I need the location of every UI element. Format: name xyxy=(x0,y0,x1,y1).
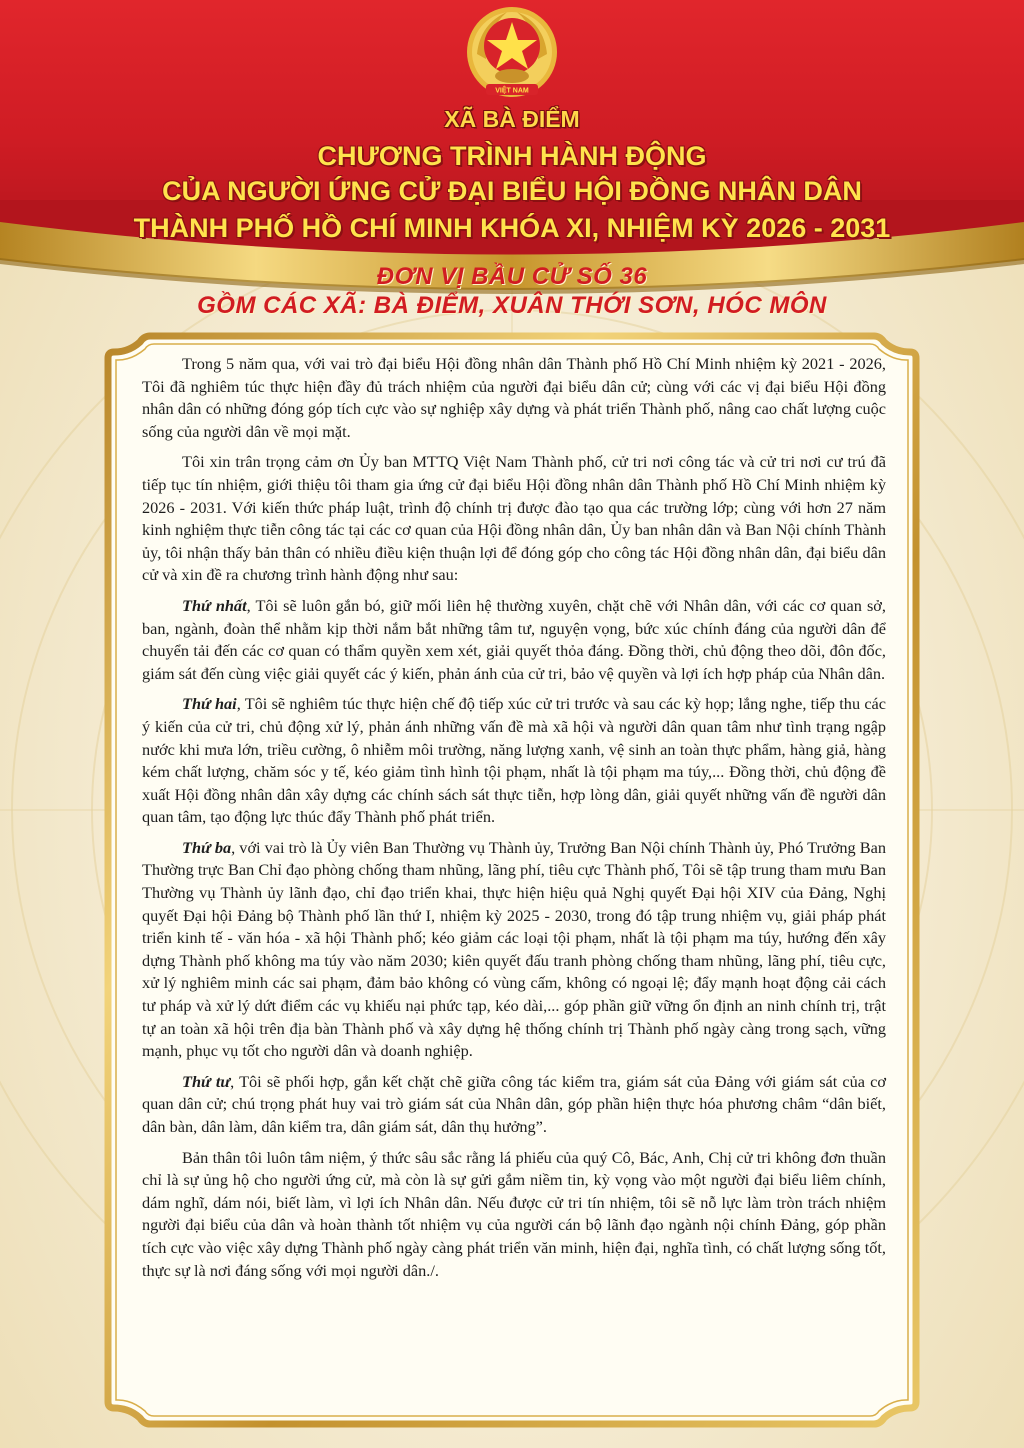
action-program-body xyxy=(142,353,886,1290)
electoral-unit-title: ĐƠN VỊ BẦU CỬ SỐ 36 xyxy=(376,263,648,290)
electoral-unit-communes: GỒM CÁC XÃ: BÀ ĐIỂM, XUÂN THỚI SƠN, HÓC MÔN xyxy=(197,292,827,319)
paragraph-thanks: Tôi xin trân trọng cảm ơn Ủy ban MTTQ Việt Nam Thành phố, cử tri nơi công tác và cử tri nơi cư trú đã tiếp tục tín nhiệm, giới thiệu tôi tham gia ứng cử đại biểu Hội đồng nhân dân Thành phố Hồ Chí Minh nhiệm kỳ 2026 - 2031. Với kiến thức pháp luật, trình độ chính trị được đào tạo qua các trường lớp; cùng với hơn 27 năm kinh nghiệm thực tiễn công tác tại các cơ quan của Hội đồng nhân dân, Ủy ban nhân dân và Ban Nội chính Thành ủy, tôi nhận thấy bản thân có nhiều điều kiện thuận lợi để đóng góp cho công tác Hội đồng nhân dân, đại biểu dân cử và xin đề ra chương trình hành động như sau: xyxy=(142,452,886,585)
paragraph-second: Thứ hai, Tôi sẽ nghiêm túc thực hiện chế độ tiếp xúc cử tri trước và sau các kỳ họp; lắng nghe, tiếp thu các ý kiến của cử tri, chủ động xử lý, phản ánh những vấn đề mà xã hội và người dân quan tâm như tình trạng ngập nước khi mưa lớn, triều cường, ô nhiễm môi trường, năng lượng xanh, vệ sinh an toàn thực phẩm, hàng giả, hàng kém chất lượng, chăm sóc y tế, kéo giảm tình hình tội phạm, nhất là tội phạm ma túy,... Đồng thời, chủ động đề xuất Hội đồng nhân dân xây dựng các chính sách sát thực tiễn, hợp lòng dân, giải quyết những vấn đề người dân quan tâm, tạo động lực thúc đẩy Thành phố phát triển. xyxy=(142,694,886,827)
paragraph-intro: Trong 5 năm qua, với vai trò đại biểu Hội đồng nhân dân Thành phố Hồ Chí Minh nhiệm kỳ 2021 - 2026, Tôi đã nghiêm túc thực hiện đầy đủ trách nhiệm của người đại biểu dân cử; cùng với các vị đại biểu Hội đồng nhân dân có những đóng góp tích cực vào sự nghiệp xây dựng và phát triển Thành phố, nâng cao chất lượng cuộc sống của người dân về mọi mặt. xyxy=(142,354,886,441)
title-line-1: CHƯƠNG TRÌNH HÀNH ĐỘNG xyxy=(317,141,707,171)
paragraph-fourth: Thứ tư, Tôi sẽ phối hợp, gắn kết chặt chẽ giữa công tác kiểm tra, giám sát của Đảng với giám sát của cơ quan dân cử; chú trọng phát huy vai trò giám sát của Nhân dân, góp phần hiện thực hóa phương châm “dân biết, dân bàn, dân làm, dân kiểm tra, dân giám sát, dân thụ hưởng”. xyxy=(142,1071,886,1136)
paragraph-third: Thứ ba, với vai trò là Ủy viên Ban Thường vụ Thành ủy, Trưởng Ban Nội chính Thành ủy, Phó Trưởng Ban Thường trực Ban Chỉ đạo phòng chống tham nhũng, lãng phí, tiêu cực Thành phố, Tôi sẽ tập trung tham mưu Ban Thường vụ Thành ủy lãnh đạo, chỉ đạo triển khai, thực hiện hiệu quả Nghị quyết Đại hội XIV của Đảng, Nghị quyết Đại hội Đảng bộ Thành phố lần thứ I, nhiệm kỳ 2025 - 2030, trong đó tập trung nhiệm vụ, giải pháp phát triển kinh tế - văn hóa - xã hội Thành phố; kéo giảm các loại tội phạm, nhất là tội phạm ma túy, hướng đến xây dựng Thành phố không ma túy vào năm 2030; kiên quyết đấu tranh phòng chống tham nhũng, lãng phí, tiêu cực, xử lý nghiêm minh các sai phạm, đảm bảo không có vùng cấm, không có ngoại lệ; đẩy mạnh hoạt động cải cách tư pháp và xử lý dứt điểm các vụ khiếu nại phức tạp, kéo dài,... góp phần giữ vững ổn định an ninh chính trị, trật tự an toàn xã hội trên địa bàn Thành phố và xây dựng hệ thống chính trị Thành phố ngày càng trong sạch, vững mạnh, phục vụ tốt cho người dân và doanh nghiệp. xyxy=(142,837,887,1061)
lead-first: Thứ nhất xyxy=(182,595,247,615)
lead-second: Thứ hai xyxy=(182,694,237,714)
lead-third: Thứ ba xyxy=(182,837,232,857)
title-line-3: THÀNH PHỐ HỒ CHÍ MINH KHÓA XI, NHIỆM KỲ 2026 - 2031 xyxy=(133,213,891,243)
national-emblem-icon xyxy=(462,4,562,104)
emblem-ribbon-text: VIỆT NAM xyxy=(495,87,529,95)
paragraph-first: Thứ nhất, Tôi sẽ luôn gắn bó, giữ mối liên hệ thường xuyên, chặt chẽ với Nhân dân, với các cơ quan sở, ban, ngành, đoàn thể nhằm kịp thời nắm bắt những tâm tư, nguyện vọng, bức xúc chính đáng của người dân để chuyển tải đến các cơ quan có thẩm quyền xem xét, giải quyết thỏa đáng. Đồng thời, chủ động theo dõi, đôn đốc, giám sát đến cùng việc giải quyết các ý kiến, phản ánh của cử tri, bảo vệ quyền và lợi ích hợp pháp của Nhân dân. xyxy=(142,595,886,683)
commune-name: XÃ BÀ ĐIỂM xyxy=(444,106,580,132)
title-line-2: CỦA NGƯỜI ỨNG CỬ ĐẠI BIỂU HỘI ĐỒNG NHÂN DÂN xyxy=(162,176,862,206)
paragraph-closing: Bản thân tôi luôn tâm niệm, ý thức sâu sắc rằng lá phiếu của quý Cô, Bác, Anh, Chị cử tri không đơn thuần chỉ là sự ủng hộ cho người ứng cử, mà còn là sự gửi gắm niềm tin, kỳ vọng vào một người đại biểu liêm chính, dám nghĩ, dám nói, biết làm, vì lợi ích Nhân dân. Nếu được cử tri tín nhiệm, tôi sẽ nỗ lực làm tròn trách nhiệm người đại biểu của dân và hoàn thành tốt nhiệm vụ của người cán bộ lãnh đạo ngành nội chính Đảng, góp phần tích cực vào việc xây dựng Thành phố ngày càng phát triển văn minh, hiện đại, nghĩa tình, có chất lượng sống tốt, thực sự là nơi đáng sống với mọi người dân./. xyxy=(142,1147,886,1280)
lead-fourth: Thứ tư xyxy=(182,1071,231,1091)
